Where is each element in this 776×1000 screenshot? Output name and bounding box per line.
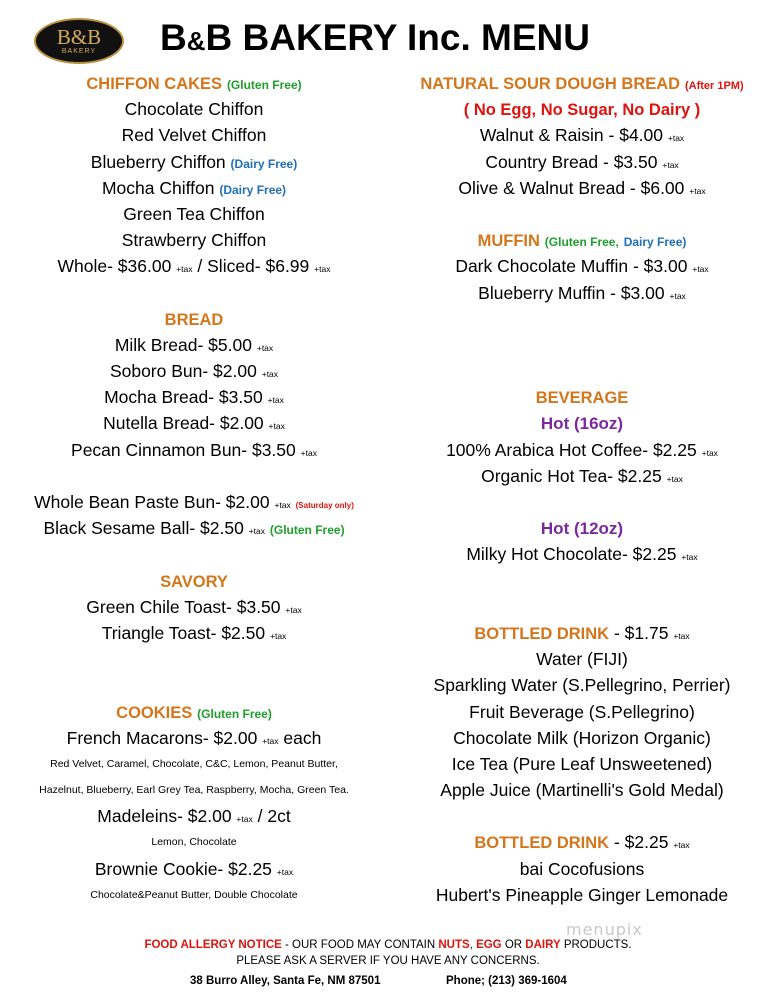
tax-label: +tax (300, 447, 317, 458)
allergy-text: , (469, 939, 477, 951)
allergy-text: - OUR FOOD MAY CONTAIN (281, 939, 439, 951)
bottled-drink-item: Chocolate Milk (Horizon Organic) (453, 727, 711, 748)
bread-extra-row (0, 515, 388, 541)
allergy-notice-label: FOOD ALLERGY NOTICE (144, 939, 282, 951)
chiffon-price-whole: Whole- $36.00 (57, 256, 172, 277)
dairy-free-note: (Dairy Free) (230, 156, 298, 171)
sourdough-subhead: ( No Egg, No Sugar, No Dairy ) (463, 101, 701, 120)
bread-item-row (0, 332, 388, 358)
tax-label: +tax (262, 735, 279, 746)
beverage-item-row (388, 463, 776, 489)
bread-extra-item: Whole Bean Paste Bun- $2.00 (34, 492, 270, 512)
bottled-drink-heading-row (388, 829, 776, 855)
tax-label: +tax (689, 185, 706, 196)
bread-item: Soboro Bun- $2.00 (109, 361, 257, 382)
tax-label: +tax (261, 369, 279, 380)
macarons-flavors: Red Velvet, Caramel, Chocolate, C&C, Lemon, Peanut Butter, (50, 757, 338, 770)
tax-label: +tax (256, 342, 274, 353)
footer-address: 38 Burro Alley, Santa Fe, NM 87501 (190, 975, 381, 987)
footer-phone: Phone; (213) 369-1604 (446, 975, 567, 987)
left-column (0, 70, 388, 908)
muffin-heading-row (388, 227, 776, 253)
bread-item: Pecan Cinnamon Bun- $3.50 (71, 439, 296, 460)
macarons-flavors: Hazelnut, Blueberry, Earl Grey Tea, Raspberry, Mocha, Green Tea. (39, 784, 349, 797)
tax-label: +tax (666, 473, 683, 484)
tax-label: +tax (667, 133, 685, 144)
sourdough-item: Country Bread - $3.50 (485, 151, 658, 172)
chiffon-item: Blueberry Chiffon (90, 151, 226, 172)
bottled-drink-item: Water (FIJI) (536, 649, 628, 670)
madeleins-item: Madeleins- $2.00 (97, 806, 232, 827)
beverage-item-row (388, 541, 776, 567)
bottled-drink-heading-row (388, 620, 776, 646)
beverage-item-row (388, 437, 776, 463)
tax-label: +tax (673, 630, 690, 641)
savory-heading-row (0, 568, 388, 594)
tax-label: +tax (285, 604, 302, 615)
beverage-heading: BEVERAGE (535, 389, 629, 408)
beverage-heading-row (388, 384, 776, 410)
bottled-drink-item: Fruit Beverage (S.Pellegrino) (469, 701, 695, 722)
allergy-text: OR (501, 939, 526, 951)
bottled-drink-item: bai Cocofusions (519, 858, 645, 879)
muffin-gluten-note: (Gluten Free, (544, 235, 619, 250)
savory-item-row (0, 620, 388, 646)
bread-extra-row (0, 489, 388, 515)
chiffon-item-row (0, 175, 388, 201)
watermark: menupix (566, 920, 643, 939)
tax-label: +tax (681, 552, 698, 563)
bottled-drink-item: Apple Juice (Martinelli's Gold Medal) (440, 780, 724, 801)
sourdough-heading: NATURAL SOUR DOUGH BREAD (420, 75, 681, 93)
saturday-note: (Saturday only) (295, 501, 354, 510)
sourdough-item-row (388, 149, 776, 175)
madeleins-suffix: / 2ct (257, 806, 291, 827)
bread-heading-row (0, 306, 388, 332)
bread-item: Nutella Bread- $2.00 (103, 413, 264, 434)
macarons-suffix: each (283, 727, 322, 748)
gluten-free-note: (Gluten Free) (269, 523, 345, 538)
muffin-item: Dark Chocolate Muffin - $3.00 (455, 256, 688, 277)
title-amp: & (186, 26, 206, 56)
hot-12oz-heading: Hot (12oz) (540, 519, 624, 539)
tax-label: +tax (248, 526, 266, 537)
savory-item: Triangle Toast- $2.50 (101, 622, 266, 643)
tax-label: +tax (270, 630, 287, 641)
allergy-text: PRODUCTS. (560, 939, 632, 951)
allergy-notice-line1 (0, 937, 776, 953)
chiffon-item: Chocolate Chiffon (124, 99, 264, 120)
muffin-heading: MUFFIN (477, 232, 540, 251)
bread-item-row (0, 437, 388, 463)
bread-item-row (0, 358, 388, 384)
brownie-flavors: Chocolate&Peanut Butter, Double Chocolate (90, 888, 298, 901)
macarons-item: French Macarons- $2.00 (66, 727, 258, 748)
tax-label: +tax (673, 840, 690, 851)
tax-label: +tax (176, 264, 193, 275)
muffin-item: Blueberry Muffin - $3.00 (478, 282, 665, 303)
cookies-heading: COOKIES (116, 703, 193, 722)
beverage-item: 100% Arabica Hot Coffee- $2.25 (446, 439, 697, 460)
bread-item-row (0, 410, 388, 436)
bottled-drink-heading: BOTTLED DRINK (474, 624, 610, 643)
title-rest: B BAKERY Inc. MENU (205, 17, 590, 58)
bread-item: Milk Bread- $5.00 (114, 334, 252, 355)
allergen-nuts: NUTS (438, 939, 470, 951)
chiffon-item: Mocha Chiffon (101, 177, 215, 198)
macarons-row (0, 725, 388, 751)
tax-label: +tax (662, 159, 679, 170)
title-prefix: B (160, 17, 187, 58)
tax-label: +tax (236, 814, 253, 825)
sourdough-item-row (388, 175, 776, 201)
sourdough-item-row (388, 122, 776, 148)
bottled-drink-price: - $2.25 (613, 832, 669, 853)
bottled-drink-item: Hubert's Pineapple Ginger Lemonade (435, 884, 729, 905)
bottled-drink-heading: BOTTLED DRINK (474, 834, 610, 853)
tax-label: +tax (268, 421, 285, 432)
hot-16oz-row (388, 410, 776, 436)
chiffon-item: Green Tea Chiffon (123, 203, 265, 224)
sourdough-subhead-row (388, 96, 776, 122)
chiffon-item: Strawberry Chiffon (121, 230, 267, 251)
beverage-item: Organic Hot Tea- $2.25 (481, 465, 662, 486)
chiffon-price-row (0, 253, 388, 279)
bottled-drink-price: - $1.75 (613, 622, 669, 643)
bottled-drink-item: Sparkling Water (S.Pellegrino, Perrier) (433, 675, 731, 696)
allergen-egg: EGG (476, 939, 502, 951)
chiffon-item: Red Velvet Chiffon (121, 125, 267, 146)
after-1pm-note: (After 1PM) (684, 80, 744, 92)
brownie-row (0, 856, 388, 882)
madeleins-flavors: Lemon, Chocolate (151, 836, 237, 849)
tax-label: +tax (701, 447, 718, 458)
beverage-item: Milky Hot Chocolate- $2.25 (466, 544, 677, 565)
chiffon-item-row (0, 149, 388, 175)
dairy-free-note: (Dairy Free) (219, 182, 287, 197)
chiffon-price-sliced: / Sliced- $6.99 (197, 256, 310, 277)
menu-title (160, 14, 630, 65)
allergy-notice (0, 937, 776, 969)
allergen-dairy: DAIRY (525, 939, 561, 951)
savory-heading: SAVORY (160, 572, 228, 591)
right-column (388, 70, 776, 908)
chiffon-heading: CHIFFON CAKES (86, 75, 223, 93)
tax-label: +tax (276, 866, 294, 877)
bread-heading: BREAD (164, 310, 224, 329)
savory-item-row (0, 594, 388, 620)
bread-extra-item: Black Sesame Ball- $2.50 (43, 518, 244, 539)
hot-16oz-heading: Hot (16oz) (540, 414, 624, 434)
chiffon-heading-row (0, 70, 388, 96)
sourdough-item: Olive & Walnut Bread - $6.00 (458, 177, 685, 198)
logo-brand: B&B (56, 25, 102, 49)
sourdough-item: Walnut & Raisin - $4.00 (479, 125, 663, 146)
tax-label: +tax (267, 395, 284, 406)
allergy-notice-line2: PLEASE ASK A SERVER IF YOU HAVE ANY CONCERNS. (236, 955, 540, 967)
tax-label: +tax (314, 264, 331, 275)
muffin-item-row (388, 253, 776, 279)
chiffon-gluten-note: (Gluten Free) (226, 78, 302, 92)
tax-label: +tax (692, 264, 709, 275)
savory-item: Green Chile Toast- $3.50 (86, 596, 281, 617)
bakery-logo (34, 18, 124, 64)
muffin-item-row (388, 280, 776, 306)
madeleins-row (0, 803, 388, 829)
hot-12oz-row (388, 515, 776, 541)
bottled-drink-item: Ice Tea (Pure Leaf Unsweetened) (451, 753, 713, 774)
logo-sub: BAKERY (61, 48, 97, 55)
tax-label: +tax (669, 290, 686, 301)
brownie-item: Brownie Cookie- $2.25 (94, 858, 272, 879)
cookies-gluten-note: (Gluten Free) (197, 706, 272, 721)
sourdough-heading-row (388, 70, 776, 96)
tax-label: +tax (274, 500, 291, 510)
cookies-heading-row (0, 699, 388, 725)
muffin-dairy-note: Dairy Free) (623, 235, 687, 250)
bread-item: Mocha Bread- $3.50 (104, 387, 263, 408)
bread-item-row (0, 384, 388, 410)
